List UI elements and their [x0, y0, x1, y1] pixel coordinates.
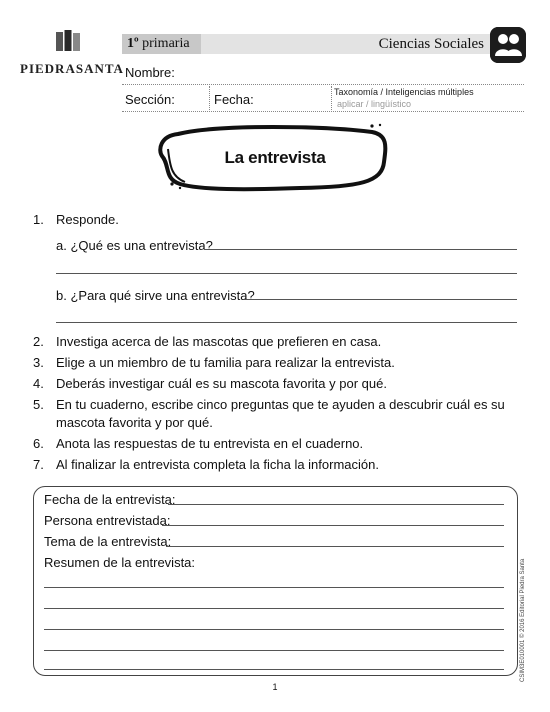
question-1-number: 1. — [33, 212, 44, 227]
divider — [209, 86, 210, 112]
copyright-code: CSIM3E010001 © 2016 Editorial Piedra Santa — [520, 558, 526, 682]
question-1b-text: b. ¿Para qué sirve una entrevista? — [56, 288, 255, 303]
name-label: Nombre: — [125, 65, 175, 80]
question-text: mascota favorita y por qué. — [56, 415, 213, 430]
summary-line[interactable] — [44, 587, 504, 588]
answer-line-1a[interactable] — [204, 249, 517, 250]
section-label: Sección: — [125, 92, 175, 107]
question-text: Al finalizar la entrevista completa la ficha la información. — [56, 457, 379, 472]
summary-line[interactable] — [44, 650, 504, 651]
question-text: Deberás investigar cuál es su mascota favorita y por qué. — [56, 376, 387, 391]
grade-label — [122, 34, 201, 54]
logo-text: PIEDRASANTA — [20, 61, 124, 76]
summary-line[interactable] — [44, 669, 504, 670]
summary-line[interactable] — [44, 608, 504, 609]
question-number: 4. — [33, 376, 44, 391]
question-text: Elige a un miembro de tu familia para realizar la entrevista. — [56, 355, 395, 370]
question-1a-text: a. ¿Qué es una entrevista? — [56, 238, 213, 253]
question-number: 5. — [33, 397, 44, 412]
page-number: 1 — [272, 682, 278, 692]
divider — [331, 86, 332, 112]
answer-line-1a[interactable] — [56, 273, 517, 274]
section-date-row — [122, 86, 524, 112]
question-text: En tu cuaderno, escribe cinco preguntas que te ayuden a descubrir cuál es su — [56, 397, 505, 412]
people-icon — [490, 27, 526, 63]
question-text: Anota las respuestas de tu entrevista en el cuaderno. — [56, 436, 364, 451]
answer-line-1b[interactable] — [56, 322, 517, 323]
question-number: 2. — [33, 334, 44, 349]
form-person-line[interactable] — [162, 525, 504, 526]
grade-suffix: primaria — [142, 36, 190, 51]
form-topic-label: Tema de la entrevista: — [44, 534, 172, 549]
title-frame — [150, 122, 400, 197]
question-text: Investiga acerca de las mascotas que prefieren en casa. — [56, 334, 382, 349]
book-icon — [55, 30, 81, 52]
summary-line[interactable] — [44, 629, 504, 630]
form-topic-line[interactable] — [166, 546, 504, 547]
form-date-line[interactable] — [168, 504, 504, 505]
form-summary-label: Resumen de la entrevista: — [44, 555, 196, 570]
taxonomy-value: aplicar / lingüístico — [337, 99, 412, 109]
form-date-label: Fecha de la entrevista: — [44, 492, 176, 507]
taxonomy-label: Taxonomía / Inteligencias múltiples — [334, 87, 474, 97]
question-number: 6. — [33, 436, 44, 451]
date-label: Fecha: — [214, 92, 254, 107]
answer-line-1b[interactable] — [244, 299, 517, 300]
subject-title: Ciencias Sociales — [378, 36, 484, 52]
publisher-logo — [20, 30, 124, 77]
header-bar — [122, 34, 524, 54]
name-field[interactable] — [122, 60, 524, 85]
question-1-text: Responde. — [56, 212, 119, 227]
question-number: 7. — [33, 457, 44, 472]
grade-number: 1º — [127, 36, 139, 51]
question-number: 3. — [33, 355, 44, 370]
activity-title: La entrevista — [224, 148, 326, 167]
form-person-label: Persona entrevistada: — [44, 513, 171, 528]
